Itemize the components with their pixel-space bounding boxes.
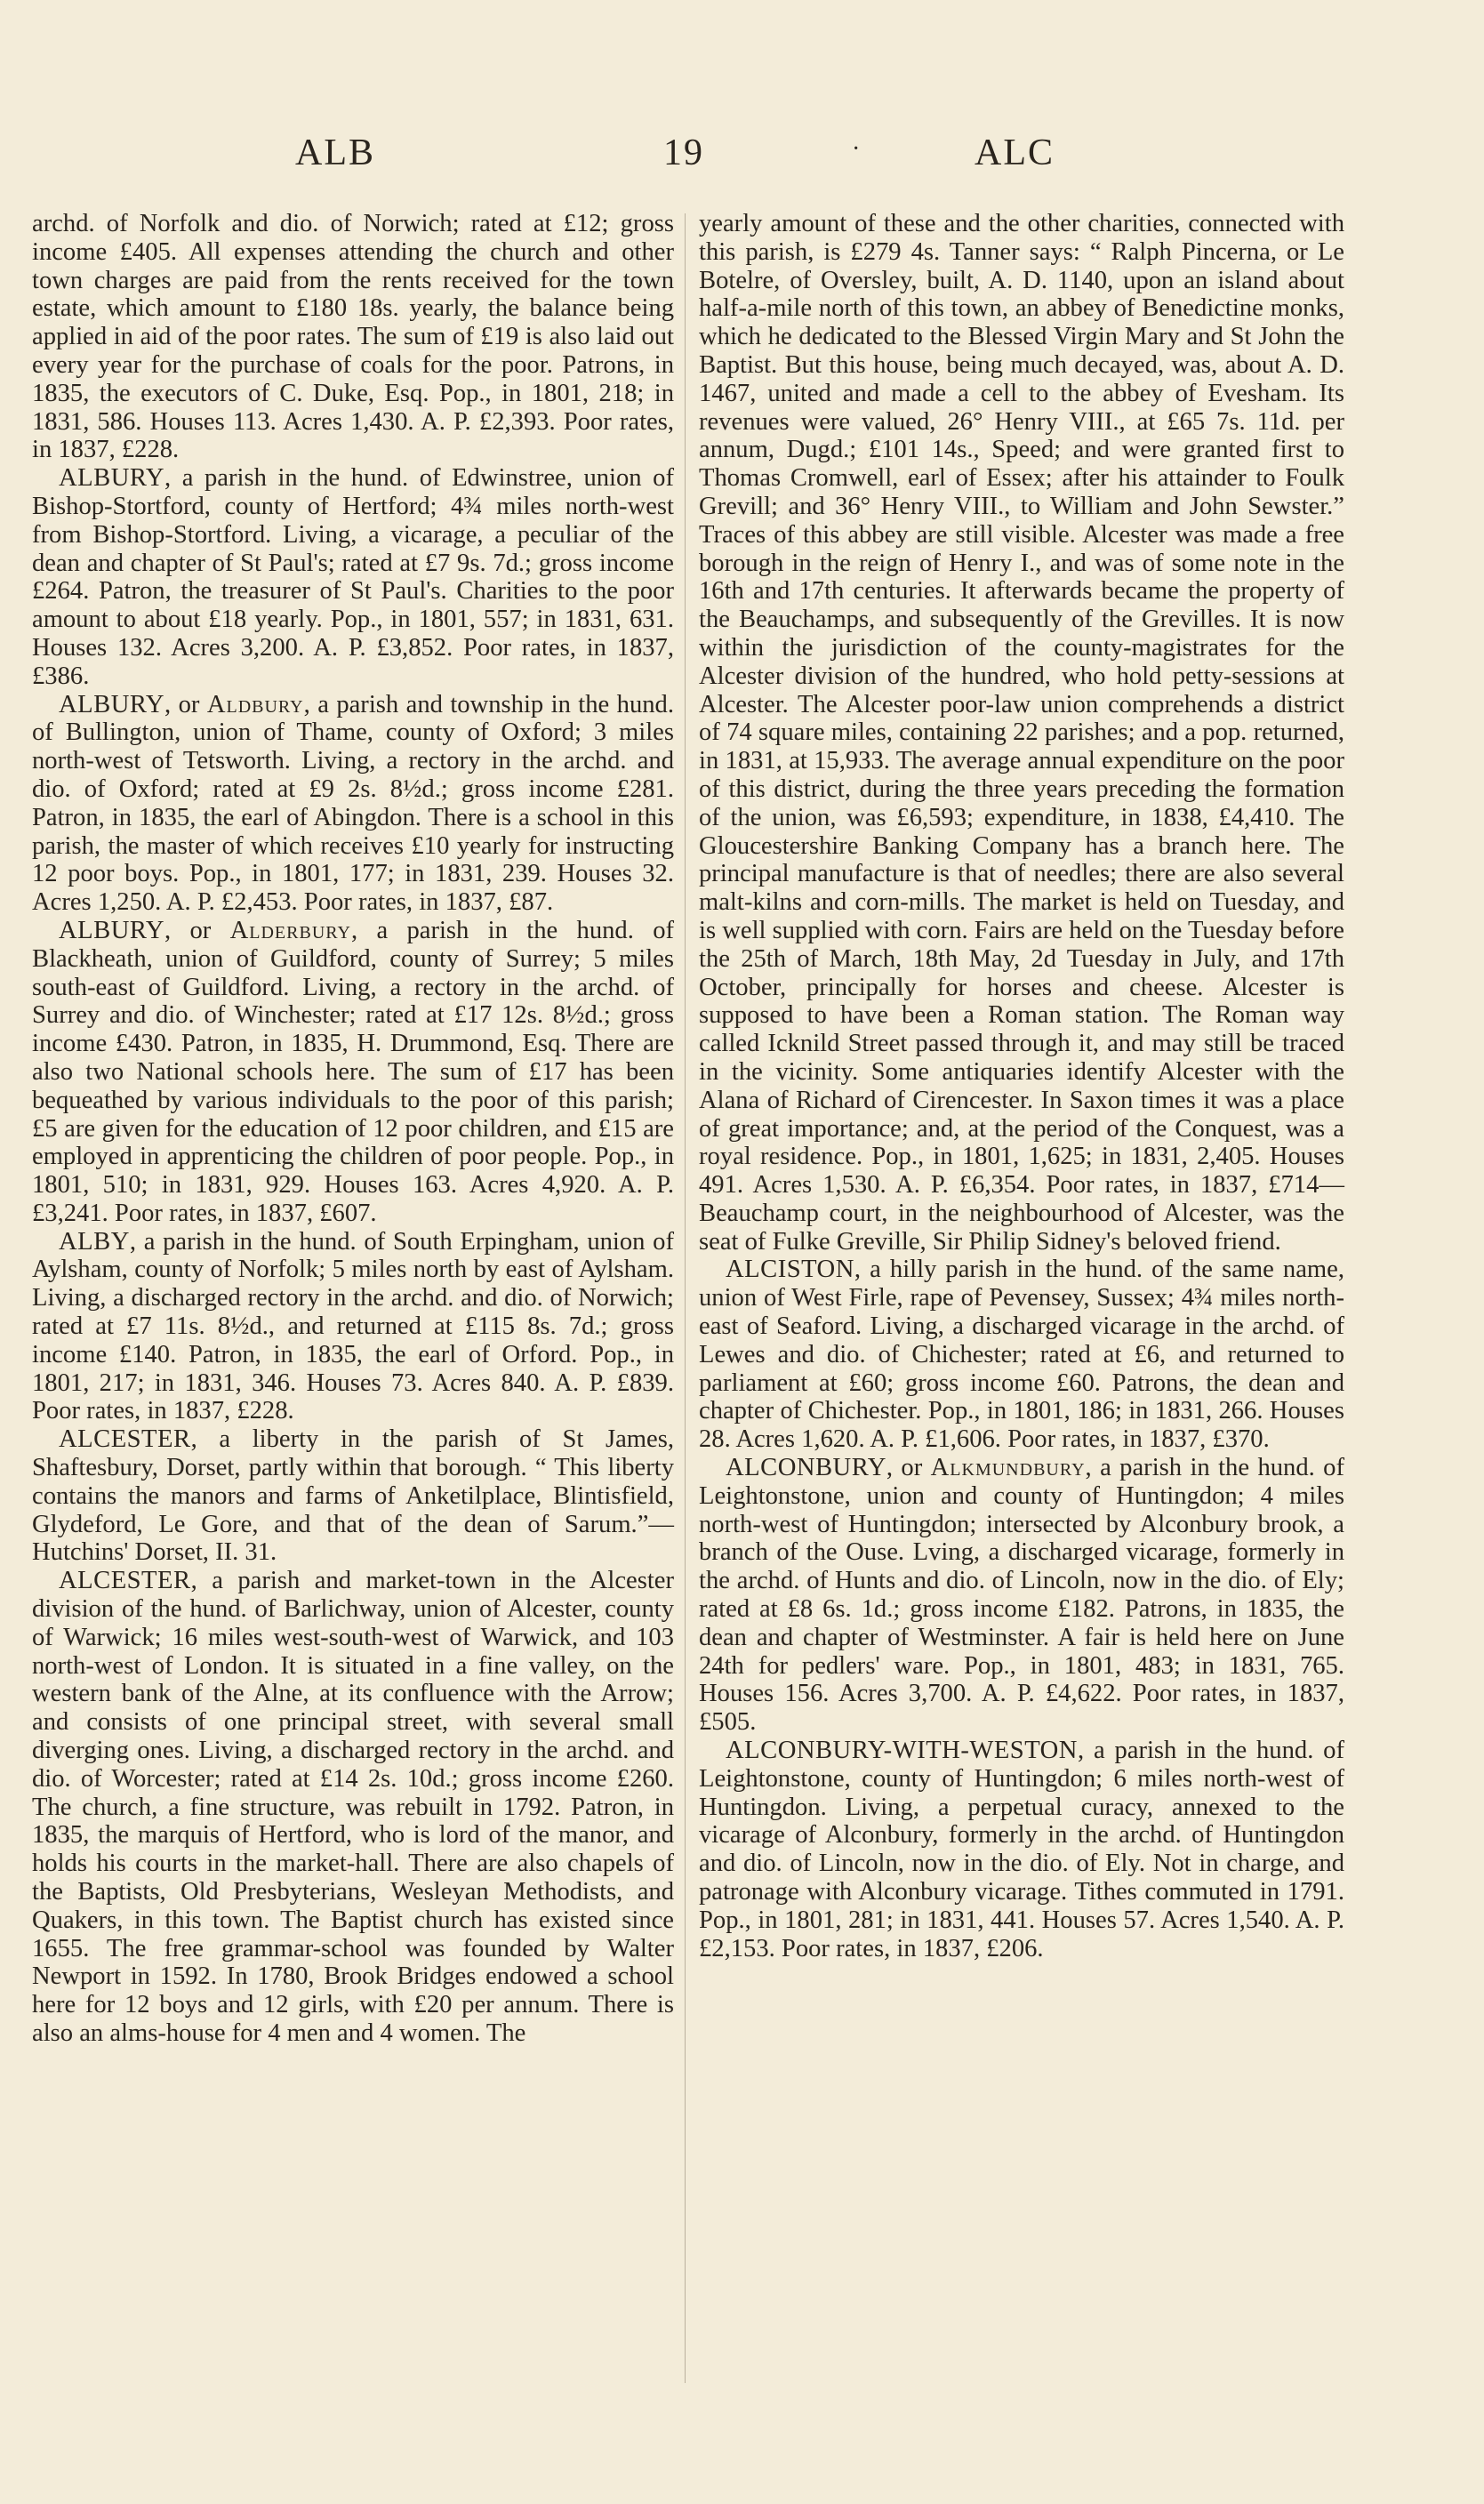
- entry-text: archd. of Norfolk and dio. of Norwich; rated at £12; gross income £405. All expenses attending the church and other town charges are paid from the rents received for the town estate, which amount to £180 18s. yearly, the balance being applied in aid of the poor rates. The sum of £19 is also laid out every year for the purchase of coals for the poor. Patrons, in 1835, the executors of C. Duke, Esq. Pop., in 1801, 218; in 1831, 586. Houses 113. Acres 1,430. A. P. £2,393. Poor rates, in 1837, £228.: [32, 210, 674, 464]
- entry-alconbury-with-weston: [699, 1737, 1344, 1962]
- entry-albury-herts: [32, 464, 674, 690]
- entry-connector: , or: [164, 916, 230, 944]
- entry-alby: [32, 1228, 674, 1426]
- entry-text: , a hilly parish in the hund. of the same name, union of West Firle, rape of Pevensey, Sussex; 4¾ miles north-east of Seaford. Living, a discharged vicarage in the archd. of Lewes and dio. of Chichester; rated at £6, and returned to parliament at £60; gross income £60. Patrons, the dean and chapter of Chichester. Pop., in 1801, 186; in 1831, 266. Houses 28. Acres 1,620. A. P. £1,606. Poor rates, in 1837, £370.: [699, 1256, 1344, 1454]
- running-head-mark: ·: [852, 135, 862, 163]
- right-column: [699, 210, 1344, 1962]
- entry-headword: ALBURY: [59, 690, 164, 718]
- entry-variant-name: Alkmundbury: [930, 1454, 1086, 1482]
- column-divider: [685, 213, 686, 2383]
- entry-headword: ALCESTER: [59, 1567, 191, 1595]
- entry-connector: , or: [886, 1454, 931, 1482]
- running-head-left: ALB: [295, 132, 375, 173]
- entry-text: , a parish in the hund. of Blackheath, union of Guildford, county of Surrey; 5 miles south-east of Guildford. Living, a rectory in the archd. of Surrey and dio. of Winchester; rated at £17 12s. 8½d.; gross income £430. Patron, in 1835, H. Drummond, Esq. There are also two National schools here. The sum of £17 has been bequeathed by various individuals to the poor of this parish; £5 are given for the education of 12 poor children, and £15 are employed in apprenticing the children of poor people. Pop., in 1801, 510; in 1831, 929. Houses 163. Acres 4,920. A. P. £3,241. Poor rates, in 1837, £607.: [32, 916, 675, 1227]
- entry-headword: ALBY: [59, 1227, 130, 1256]
- entry-headword: ALBURY: [59, 916, 164, 944]
- entry-text: yearly amount of these and the other charities, connected with this parish, is £279 4s. Tanner says: “ Ralph Pincerna, or Le Botelre, of Oversley, built, A. D. 1140, upon an island about half-a-mile north of this town, an abbey of Benedictine monks, which he dedicated to the Blessed Virgin Mary and St John the Baptist. But this house, being much decayed, was, about A. D. 1467, united and made a cell to the abbey of Evesham. Its revenues were valued, 26° Henry VIII., at £65 7s. 11d. per annum, Dugd.; £101 14s., Speed; and were granted first to Thomas Cromwell, earl of Essex; after his attainder to Foulk Grevill; and 36° Henry VIII., to William and John Sewster.” Traces of this abbey are still visible. Alcester was made a free borough in the reign of Henry I., and was of some note in the 16th and 17th centuries. It afterwards became the property of the Beauchamps, and subsequently of the Grevilles. It is now within the jurisdiction of the county-magistrates for the Alcester division of the hundred, who hold petty-sessions at Alcester. The Alcester poor-law union comprehends a district of 74 square miles, containing 22 parishes; and a pop. returned, in 1831, at 15,933. The average annual expenditure on the poor of this district, during the three years preceding the formation of the union, was £6,593; expenditure, in 1838, £4,410. The Gloucestershire Banking Company has a branch here. The principal manufacture is that of needles; there are also several malt-kilns and corn-mills. The market is held on Tuesday, and is well supplied with corn. Fairs are held on the Tuesday before the 25th of March, 18th May, 2d Tuesday in July, and 17th October, principally for horses and cheese. Alcester is supposed to have been a Roman station. The Roman way called Icknild Street passed through it, and may still be traced in the vicinity. Some antiquaries identify Alcester with the Alana of Richard of Cirencester. In Saxon times it was a place of great importance; and, at the period of the Conquest, was a royal residence. Pop., in 1801, 1,625; in 1831, 2,405. Houses 491. Acres 1,530. A. P. £6,354. Poor rates, in 1837, £714—Beauchamp court, in the neighbourhood of Alcester, was the seat of Fulke Greville, Sir Philip Sidney's beloved friend.: [699, 210, 1344, 1256]
- entry-variant-name: Aldbury: [206, 690, 304, 718]
- entry-variant-name: Alderbury: [229, 916, 351, 944]
- entry-headword: ALCISTON: [726, 1256, 854, 1284]
- entry-text: , a liberty in the parish of St James, Shaftesbury, Dorset, partly within that borough. “ This liberty contains the manors and farms of Anketilplace, Blintisfield, Glydeford, Le Gore, and that of the dean of Sarum.”—Hutchins' Dorset, II. 31.: [32, 1425, 674, 1567]
- entry-albury-surrey: [32, 917, 674, 1228]
- entry-alconbury: [699, 1454, 1344, 1737]
- entry-headword: ALBURY: [59, 464, 164, 493]
- entry-text: , a parish in the hund. of Leightonstone, county of Huntingdon; 6 miles north-west of Huntingdon. Living, a perpetual curacy, annexed to the vicarage of Alconbury, formerly in the archd. of Huntingdon and dio. of Lincoln, now in the dio. of Ely. Not in charge, and patronage with Alconbury vicarage. Tithes commuted in 1791. Pop., in 1801, 281; in 1831, 441. Houses 57. Acres 1,540. A. P. £2,153. Poor rates, in 1837, £206.: [699, 1737, 1344, 1962]
- left-column: [32, 210, 674, 2048]
- entry-alciston: [699, 1256, 1344, 1454]
- entry-alcester-warwick: [32, 1567, 674, 2048]
- page-number: 19: [663, 132, 704, 173]
- entry-headword: ALCONBURY-WITH-WESTON: [726, 1737, 1078, 1765]
- entry-text: , a parish and township in the hund. of Bullington, union of Thame, county of Oxford; 3 miles north-west of Tetsworth. Living, a rectory in the archd. and dio. of Oxford; rated at £9 2s. 8½d.; gross income £281. Patron, in 1835, the earl of Abingdon. There is a school in this parish, the master of which receives £10 yearly for instructing 12 poor boys. Pop., in 1801, 177; in 1831, 239. Houses 32. Acres 1,250. A. P. £2,453. Poor rates, in 1837, £87.: [32, 690, 675, 917]
- entry-continuation: [699, 210, 1344, 1256]
- running-head-right: ALC: [975, 132, 1055, 173]
- entry-alcester-dorset: [32, 1425, 674, 1567]
- running-head: [0, 132, 1484, 185]
- entry-headword: ALCESTER: [59, 1425, 191, 1454]
- entry-text: , a parish in the hund. of Edwinstree, union of Bishop-Stortford, county of Hertford; 4¾ miles north-west from Bishop-Stortford. Living, a vicarage, a peculiar of the dean and chapter of St Paul's; rated at £7 9s. 7d.; gross income £264. Patron, the treasurer of St Paul's. Charities to the poor amount to about £18 yearly. Pop., in 1801, 557; in 1831, 631. Houses 132. Acres 3,200. A. P. £3,852. Poor rates, in 1837, £386.: [32, 464, 674, 690]
- entry-text: , a parish in the hund. of South Erpingham, union of Aylsham, county of Norfolk; 5 miles north by east of Aylsham. Living, a discharged rectory in the archd. and dio. of Norwich; rated at £7 11s. 8½d., and returned at £115 8s. 7d.; gross income £140. Patron, in 1835, the earl of Orford. Pop., in 1801, 217; in 1831, 346. Houses 73. Acres 840. A. P. £839. Poor rates, in 1837, £228.: [32, 1227, 674, 1425]
- entry-text: , a parish in the hund. of Leightonstone, union and county of Huntingdon; 4 miles north-west of Huntingdon; intersected by Alconbury brook, a branch of the Ouse. Lving, a discharged vicarage, formerly in the archd. of Hunts and dio. of Lincoln, now in the dio. of Ely; rated at £8 6s. 1d.; gross income £182. Patrons, in 1835, the dean and chapter of Westminster. A fair is held here on June 24th for pedlers' ware. Pop., in 1801, 483; in 1831, 765. Houses 156. Acres 3,700. A. P. £4,622. Poor rates, in 1837, £505.: [699, 1454, 1345, 1737]
- entry-continuation: [32, 210, 674, 464]
- entry-albury-oxford: [32, 691, 674, 917]
- entry-text: , a parish and market-town in the Alcester division of the hund. of Barlichway, union of Alcester, county of Warwick; 16 miles west-south-west of Warwick, and 103 north-west of London. It is situated in a fine valley, on the western bank of the Alne, at its confluence with the Arrow; and consists of one principal street, with several small diverging ones. Living, a discharged rectory in the archd. and dio. of Worcester; rated at £14 2s. 10d.; gross income £260. The church, a fine structure, was rebuilt in 1792. Patron, in 1835, the marquis of Hertford, who is lord of the manor, and holds his courts in the market-hall. There are also chapels of the Baptists, Old Presbyterians, Wesleyan Methodists, and Quakers, in this town. The Baptist church has existed since 1655. The free grammar-school was founded by Walter Newport in 1592. In 1780, Brook Bridges endowed a school here for 12 boys and 12 girls, with £20 per annum. There is also an alms-house for 4 men and 4 women. The: [32, 1567, 674, 2047]
- entry-connector: , or: [164, 690, 207, 718]
- entry-headword: ALCONBURY: [726, 1454, 886, 1482]
